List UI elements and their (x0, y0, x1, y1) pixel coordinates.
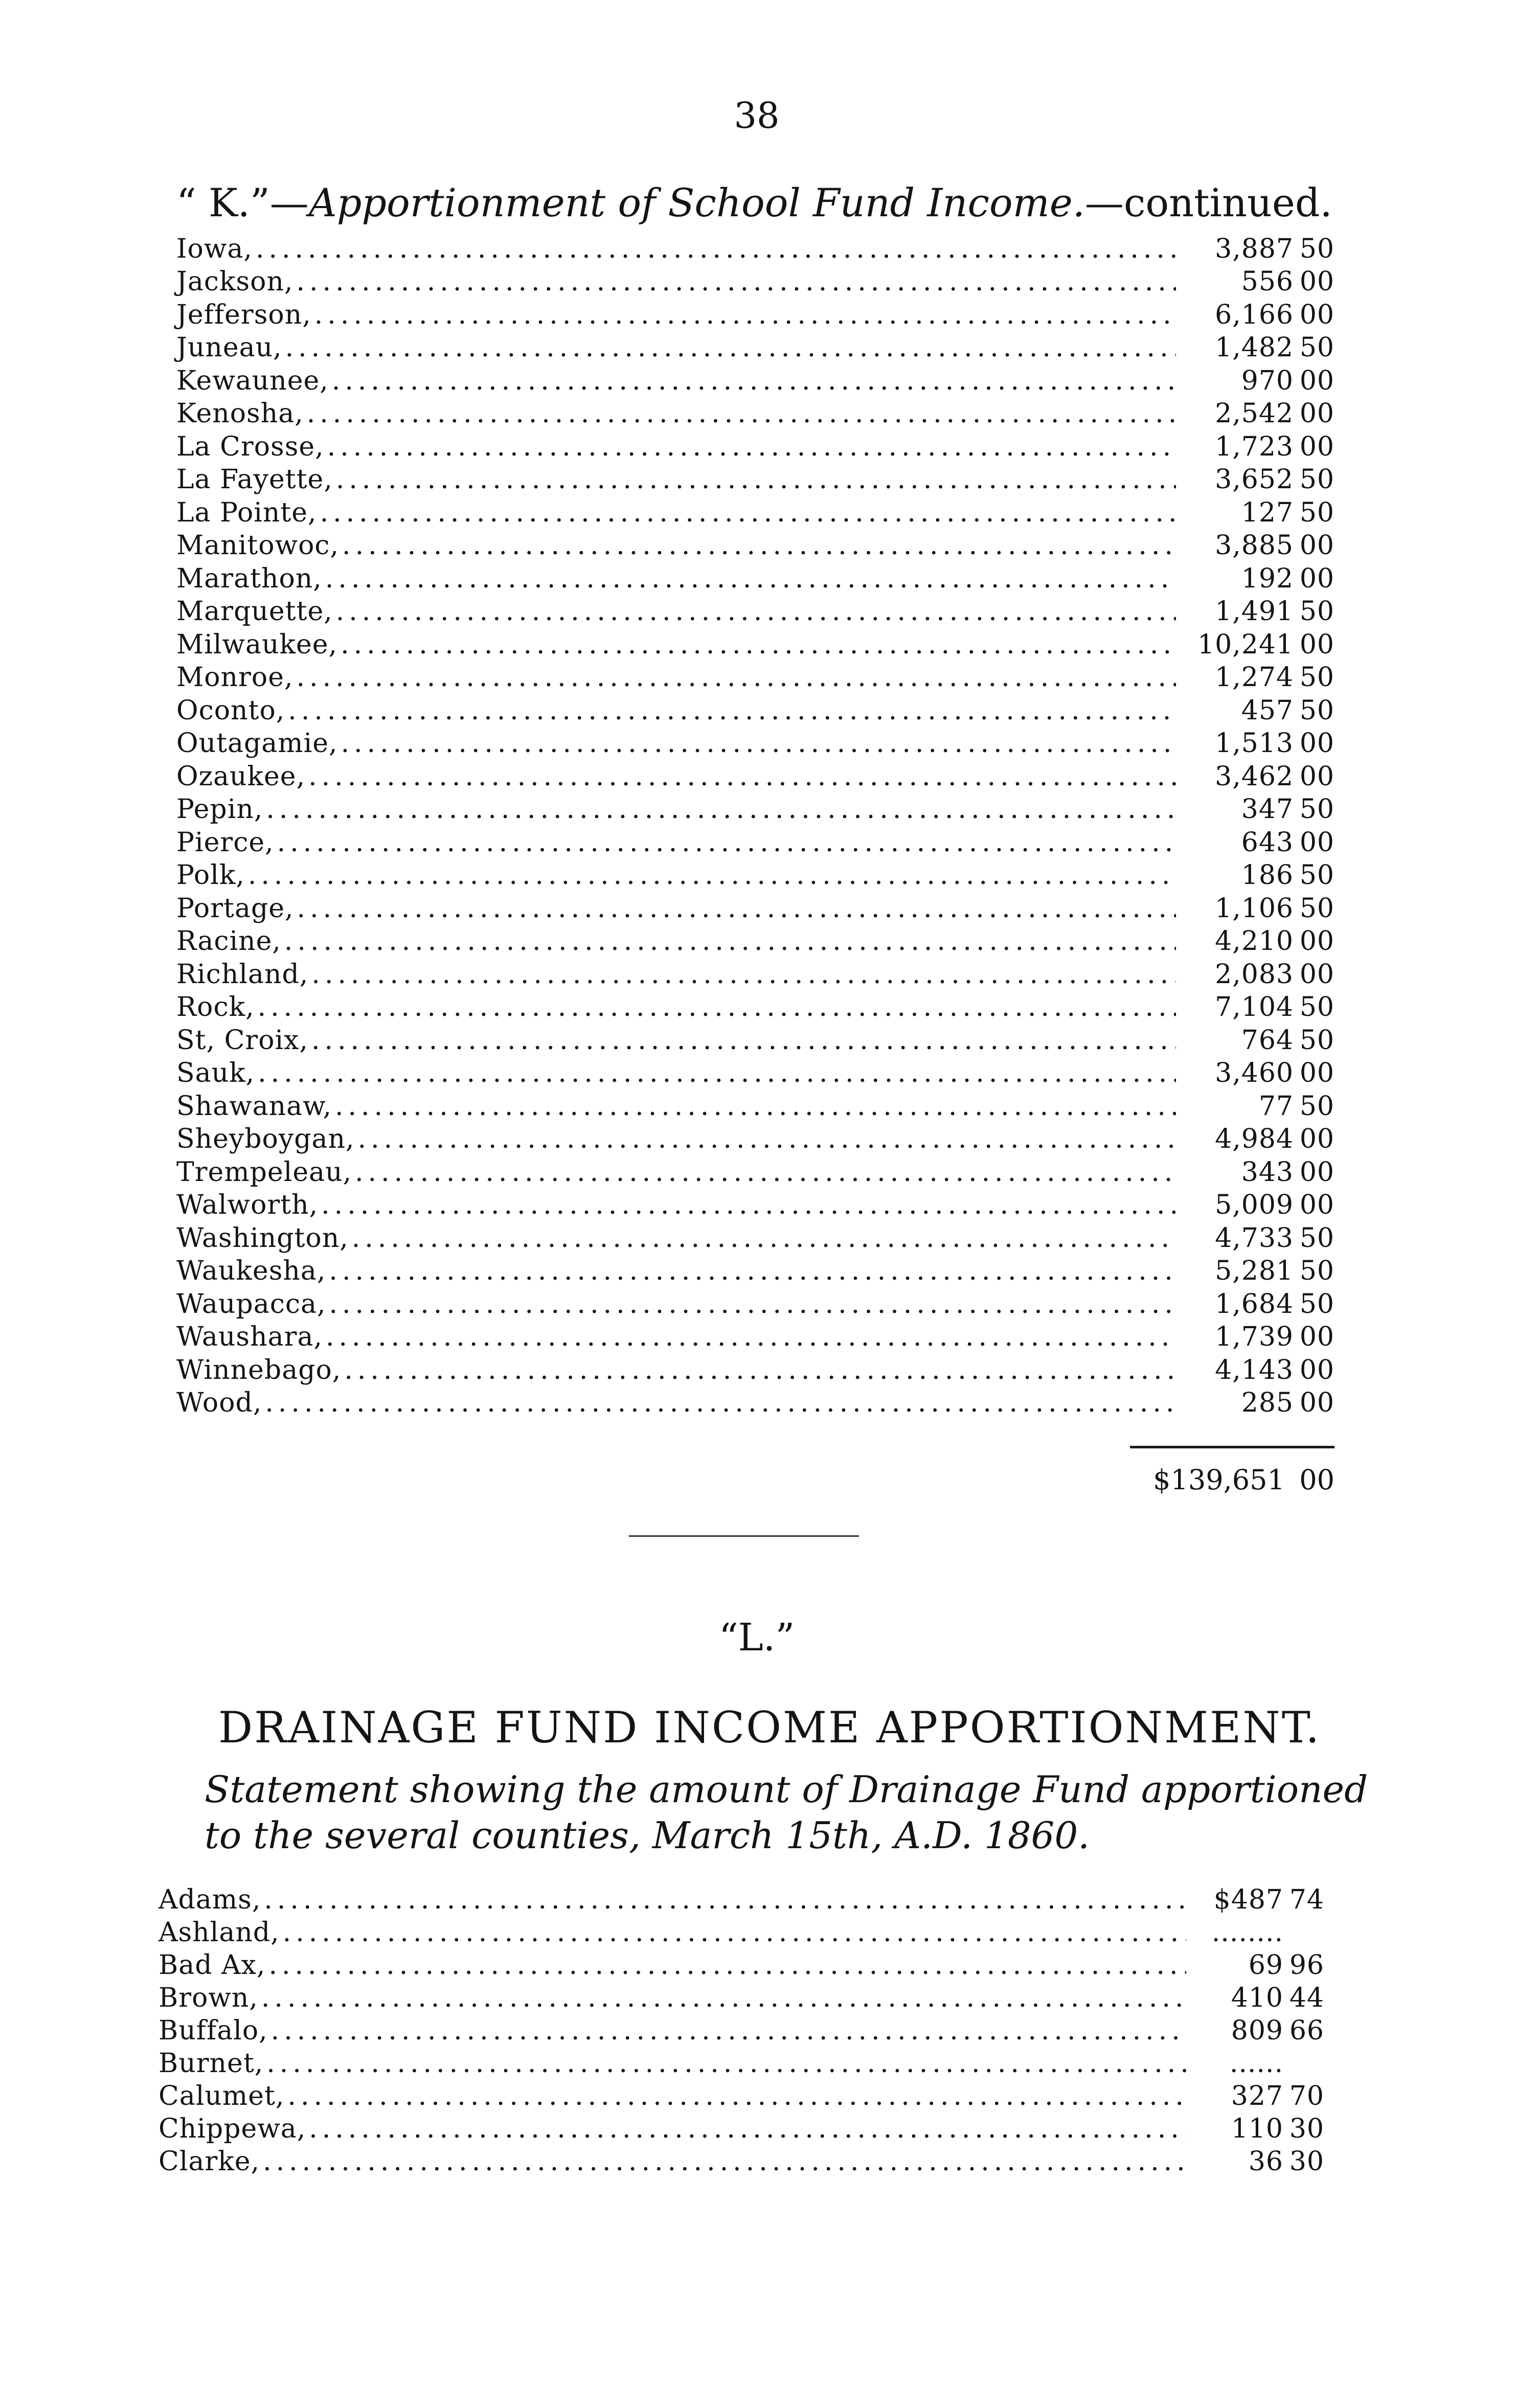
dot-leader (264, 1884, 1186, 1915)
amount (1181, 926, 1335, 957)
county-name: Sheyboygan, (176, 1124, 355, 1154)
table-row (176, 627, 1335, 660)
county-name: Ozaukee, (176, 761, 306, 792)
amount-dollars: 127 (1241, 497, 1294, 528)
l-statement-line2: to the several counties, March 15th, A.D. 1860. (205, 1814, 1090, 1857)
dot-leader (258, 992, 1176, 1023)
amount-cents: 00 (1299, 299, 1335, 330)
amount (1191, 1950, 1324, 1981)
dot-leader (268, 1950, 1186, 1981)
amount-dollars: 5,281 (1215, 1256, 1294, 1286)
l-section-letter: “L.” (718, 1616, 795, 1660)
table-row (176, 693, 1335, 726)
table-row (176, 396, 1335, 429)
amount (1181, 992, 1335, 1023)
amount-cents: 00 (1299, 365, 1335, 396)
table-row (176, 726, 1335, 759)
county-name: Washington, (176, 1222, 349, 1254)
amount (1181, 1223, 1335, 1254)
amount-cents: 50 (1299, 662, 1335, 693)
amount-dollars: 1,274 (1215, 662, 1294, 693)
dot-leader (311, 1025, 1176, 1056)
amount-dollars: 192 (1241, 563, 1294, 594)
k-heading-prefix: “ K.”— (176, 180, 309, 225)
amount-cents: 50 (1299, 464, 1335, 495)
amount-dollars: 556 (1241, 266, 1294, 297)
county-name: Burnet, (159, 2048, 264, 2079)
amount (1181, 530, 1335, 561)
table-row (159, 1915, 1324, 1948)
k-section-heading (176, 180, 1332, 225)
amount-dollars: 77 (1258, 1091, 1294, 1122)
amount-dollars: 1,491 (1215, 596, 1294, 627)
county-name: Racine, (176, 926, 281, 957)
amount (1181, 1388, 1335, 1418)
table-row (176, 297, 1335, 330)
table-row (176, 1088, 1335, 1122)
county-name: Rock, (176, 992, 255, 1023)
dot-leader (335, 1091, 1176, 1122)
dot-leader (314, 300, 1176, 330)
amount-dollars: 347 (1241, 794, 1294, 825)
dot-leader (263, 2146, 1186, 2177)
amount-dollars: 4,733 (1215, 1222, 1294, 1254)
dot-leader (329, 1256, 1176, 1286)
county-name: Shawanaw, (176, 1091, 332, 1122)
table-row (159, 1948, 1324, 1981)
table-row (176, 1056, 1335, 1089)
amount-cents: 70 (1289, 2081, 1324, 2111)
amount-cents: 00 (1299, 398, 1335, 429)
amount-cents: 50 (1299, 497, 1335, 528)
amount-dollars: 69 (1248, 1950, 1283, 1981)
table-row (176, 858, 1335, 891)
table-row (176, 1254, 1335, 1287)
table-row (176, 759, 1335, 792)
amount-dollars: 36 (1248, 2146, 1283, 2177)
dot-leader (341, 728, 1176, 759)
table-row (176, 528, 1335, 561)
amount-dollars: 327 (1231, 2081, 1283, 2111)
county-name: La Pointe, (176, 497, 317, 528)
amount (1181, 398, 1335, 429)
county-name: La Fayette, (176, 464, 333, 495)
county-name: Kenosha, (176, 398, 304, 429)
amount (1181, 234, 1335, 264)
amount (1191, 1917, 1324, 1948)
table-row (176, 495, 1335, 528)
amount-dollars: 1,684 (1215, 1288, 1294, 1320)
table-row (176, 363, 1335, 396)
dot-leader (311, 959, 1176, 990)
amount-cents: 50 (1299, 596, 1335, 627)
amount-cents: 50 (1299, 695, 1335, 726)
table-row (176, 1188, 1335, 1221)
amount-cents: 50 (1299, 1256, 1335, 1286)
amount-cents: 74 (1289, 1884, 1324, 1915)
amount-dollars: 5,009 (1215, 1190, 1294, 1220)
dot-leader (327, 431, 1176, 462)
dot-leader (284, 926, 1176, 957)
amount (1181, 431, 1335, 462)
amount-dollars: 3,462 (1215, 761, 1294, 792)
dot-leader (332, 366, 1176, 396)
county-name: Polk, (176, 860, 245, 891)
amount (1191, 1983, 1324, 2013)
amount-cents: 00 (1299, 926, 1335, 957)
county-name: Bad Ax, (159, 1950, 266, 1981)
county-name: Clarke, (159, 2146, 260, 2177)
county-name: Waushara, (176, 1322, 323, 1352)
amount (1181, 860, 1335, 891)
dot-leader (266, 794, 1176, 825)
dot-leader (297, 893, 1176, 924)
table-row (176, 330, 1335, 364)
amount (1181, 1322, 1335, 1352)
amount-cents: 50 (1299, 1091, 1335, 1122)
dot-leader (309, 2114, 1186, 2144)
amount-cents: 00 (1299, 530, 1335, 561)
amount (1181, 1289, 1335, 1320)
amount-cents: 30 (1289, 2146, 1324, 2177)
amount-cents: 00 (1299, 629, 1335, 660)
amount-cents: 00 (1299, 266, 1335, 297)
county-name: Chippewa, (159, 2114, 306, 2144)
amount-dollars: 186 (1241, 860, 1294, 891)
amount (1181, 662, 1335, 693)
amount (1181, 794, 1335, 825)
amount-cents: 50 (1299, 1222, 1335, 1254)
amount-dollars: 110 (1231, 2114, 1283, 2144)
table-row (176, 792, 1335, 825)
amount (1181, 464, 1335, 495)
amount-dollars: 4,143 (1215, 1354, 1294, 1385)
amount (1181, 563, 1335, 594)
amount-cents: 00 (1299, 1156, 1335, 1188)
k-heading-suffix: —continued. (1084, 180, 1332, 225)
dot-leader (285, 332, 1176, 363)
table-row (176, 990, 1335, 1023)
amount (1181, 1124, 1335, 1154)
county-name: Wood, (176, 1388, 262, 1418)
amount (1181, 596, 1335, 627)
amount (1181, 827, 1335, 858)
table-row (176, 924, 1335, 957)
county-name: Jefferson, (176, 299, 311, 330)
table-row (176, 1023, 1335, 1056)
table-row (176, 825, 1335, 858)
amount-cents: 50 (1299, 1025, 1335, 1056)
table-row (176, 1385, 1335, 1419)
amount (1191, 2015, 1324, 2046)
total-rule (1130, 1446, 1335, 1448)
amount-cents: 00 (1299, 761, 1335, 792)
dot-leader (258, 1058, 1176, 1088)
amount (1181, 1025, 1335, 1056)
dot-leader (326, 1322, 1176, 1352)
dot-leader (288, 695, 1176, 726)
table-row (176, 1122, 1335, 1155)
county-name: Waukesha, (176, 1256, 326, 1286)
county-name: Juneau, (176, 332, 282, 363)
table-row (176, 561, 1335, 594)
amount (1181, 1256, 1335, 1286)
county-name: Walworth, (176, 1190, 319, 1220)
amount-dollars: 1,723 (1215, 431, 1294, 462)
section-divider (629, 1535, 859, 1537)
amount (1181, 332, 1335, 363)
table-row (159, 2144, 1324, 2177)
table-row (159, 2079, 1324, 2111)
dot-leader (320, 497, 1176, 528)
table-row (159, 1882, 1324, 1915)
amount-cents: 50 (1299, 794, 1335, 825)
amount-cents: 66 (1289, 2015, 1324, 2046)
county-name: Oconto, (176, 695, 285, 726)
amount (1191, 1884, 1324, 1915)
amount-cents: 00 (1299, 1354, 1335, 1385)
dot-leader (256, 234, 1176, 264)
table-row (176, 231, 1335, 264)
amount-cents: 00 (1299, 1388, 1335, 1418)
county-name: Outagamie, (176, 728, 338, 759)
county-name: Milwaukee, (176, 629, 338, 660)
amount (1181, 1355, 1335, 1385)
dot-leader (308, 761, 1176, 792)
amount-cents: 00 (1299, 1190, 1335, 1220)
table-row (159, 1981, 1324, 2013)
county-name: Sauk, (176, 1058, 255, 1088)
amount-dollars: ...... (1229, 2048, 1283, 2079)
amount-dollars: 2,542 (1215, 398, 1294, 429)
amount (1181, 1190, 1335, 1220)
dot-leader (341, 629, 1176, 660)
table-row (176, 429, 1335, 462)
amount-dollars: 1,513 (1215, 728, 1294, 759)
county-name: Portage, (176, 893, 294, 924)
table-row (176, 1154, 1335, 1188)
amount-cents: 00 (1299, 827, 1335, 858)
table-row (176, 1220, 1335, 1254)
amount-dollars: 1,482 (1215, 332, 1294, 363)
dot-leader (283, 1917, 1186, 1948)
dot-leader (277, 827, 1176, 858)
county-name: Pepin, (176, 794, 263, 825)
amount (1191, 2081, 1324, 2111)
dot-leader (358, 1124, 1176, 1154)
amount (1181, 629, 1335, 660)
amount-dollars: 4,210 (1215, 926, 1294, 957)
county-name: Marathon, (176, 563, 322, 594)
k-total-dollars: $139,651 (1153, 1464, 1285, 1496)
table-row (176, 1320, 1335, 1353)
county-name: Calumet, (159, 2081, 285, 2111)
county-name: Richland, (176, 959, 309, 990)
amount-cents: 50 (1299, 1288, 1335, 1320)
amount (1181, 1091, 1335, 1122)
dot-leader (352, 1223, 1176, 1254)
k-total (1104, 1464, 1335, 1496)
dot-leader (297, 266, 1177, 297)
dot-leader (344, 1355, 1176, 1385)
amount (1181, 300, 1335, 330)
table-row (159, 2046, 1324, 2079)
table-row (176, 462, 1335, 495)
table-row (159, 2111, 1324, 2144)
dot-leader (271, 2015, 1186, 2046)
amount-dollars: 457 (1241, 695, 1294, 726)
county-name: Manitowoc, (176, 530, 340, 561)
l-apportionment-table (159, 1882, 1324, 2177)
amount-cents: 96 (1289, 1950, 1324, 1981)
amount (1181, 497, 1335, 528)
county-name: Iowa, (176, 233, 253, 264)
dot-leader (287, 2081, 1186, 2111)
amount-cents: 44 (1289, 1983, 1324, 2013)
county-name: Trempeleau, (176, 1156, 352, 1188)
dot-leader (261, 1983, 1186, 2013)
amount-dollars: 7,104 (1215, 992, 1294, 1023)
page-number: 38 (734, 95, 780, 137)
amount-dollars: 410 (1231, 1983, 1283, 2013)
table-row (176, 1286, 1335, 1320)
amount-dollars: 4,984 (1215, 1124, 1294, 1154)
l-section-title: DRAINAGE FUND INCOME APPORTIONMENT. (218, 1702, 1321, 1753)
amount-cents: 50 (1299, 332, 1335, 363)
amount-dollars: 1,106 (1215, 893, 1294, 924)
l-statement-line1: Statement showing the amount of Drainage Fund apportioned (205, 1768, 1368, 1811)
amount-cents: 50 (1299, 893, 1335, 924)
amount-dollars: 3,460 (1215, 1058, 1294, 1088)
dot-leader (321, 1190, 1176, 1220)
county-name: Waupacca, (176, 1288, 326, 1320)
dot-leader (342, 530, 1176, 561)
amount-dollars: $487 (1213, 1884, 1283, 1915)
dot-leader (307, 398, 1176, 429)
amount-dollars: ........ (1211, 1917, 1283, 1948)
amount (1191, 2146, 1324, 2177)
amount-dollars: 809 (1231, 2015, 1283, 2046)
dot-leader (329, 1289, 1177, 1320)
amount (1181, 1157, 1335, 1188)
amount-dollars: 643 (1241, 827, 1294, 858)
amount-dollars: 3,887 (1215, 233, 1294, 264)
amount-dollars: 285 (1241, 1388, 1294, 1418)
amount-cents: 50 (1299, 233, 1335, 264)
county-name: Kewaunee, (176, 365, 329, 396)
amount (1181, 366, 1335, 396)
dot-leader (336, 464, 1176, 495)
table-row (176, 891, 1335, 924)
amount-cents: 00 (1299, 1322, 1335, 1352)
amount-dollars: 3,885 (1215, 530, 1294, 561)
county-name: Jackson, (176, 266, 293, 297)
dot-leader (297, 662, 1176, 693)
county-name: Ashland, (159, 1917, 280, 1948)
amount-dollars: 2,083 (1215, 959, 1294, 990)
table-row (159, 2013, 1324, 2046)
amount-dollars: 10,241 (1197, 629, 1294, 660)
amount (1181, 695, 1335, 726)
amount (1181, 761, 1335, 792)
amount-cents: 00 (1299, 959, 1335, 990)
amount (1181, 728, 1335, 759)
amount-cents: 00 (1299, 563, 1335, 594)
county-name: St, Croix, (176, 1025, 309, 1056)
amount-cents: 00 (1299, 1058, 1335, 1088)
amount (1191, 2048, 1324, 2079)
table-row (176, 957, 1335, 990)
dot-leader (336, 596, 1176, 627)
dot-leader (355, 1157, 1176, 1188)
dot-leader (266, 2048, 1186, 2079)
k-apportionment-table (176, 231, 1335, 1418)
amount-cents: 50 (1299, 992, 1335, 1023)
amount (1181, 959, 1335, 990)
amount (1181, 893, 1335, 924)
amount-cents: 30 (1289, 2114, 1324, 2144)
amount-dollars: 1,739 (1215, 1322, 1294, 1352)
county-name: Pierce, (176, 827, 274, 858)
county-name: Winnebago, (176, 1354, 342, 1385)
amount (1191, 2114, 1324, 2144)
amount-dollars: 343 (1241, 1156, 1294, 1188)
amount-cents: 00 (1299, 728, 1335, 759)
county-name: La Crosse, (176, 431, 324, 462)
county-name: Buffalo, (159, 2015, 268, 2046)
table-row (176, 594, 1335, 627)
amount-dollars: 3,652 (1215, 464, 1294, 495)
amount-dollars: 970 (1241, 365, 1294, 396)
county-name: Adams, (159, 1884, 261, 1915)
l-statement (205, 1766, 1368, 1858)
amount-cents: 50 (1299, 860, 1335, 891)
amount (1181, 1058, 1335, 1088)
county-name: Marquette, (176, 596, 333, 627)
k-total-cents: 00 (1299, 1464, 1335, 1496)
table-row (176, 1352, 1335, 1385)
amount-dollars: 6,166 (1215, 299, 1294, 330)
amount (1181, 266, 1335, 297)
dot-leader (248, 860, 1176, 891)
county-name: Monroe, (176, 662, 293, 693)
dot-leader (265, 1388, 1176, 1418)
k-heading-title: Apportionment of School Fund Income. (308, 180, 1085, 225)
amount-dollars: 764 (1241, 1025, 1294, 1056)
county-name: Brown, (159, 1983, 258, 2013)
table-row (176, 660, 1335, 693)
dot-leader (325, 563, 1176, 594)
amount-cents: 00 (1299, 431, 1335, 462)
amount-cents: 00 (1299, 1124, 1335, 1154)
table-row (176, 264, 1335, 298)
